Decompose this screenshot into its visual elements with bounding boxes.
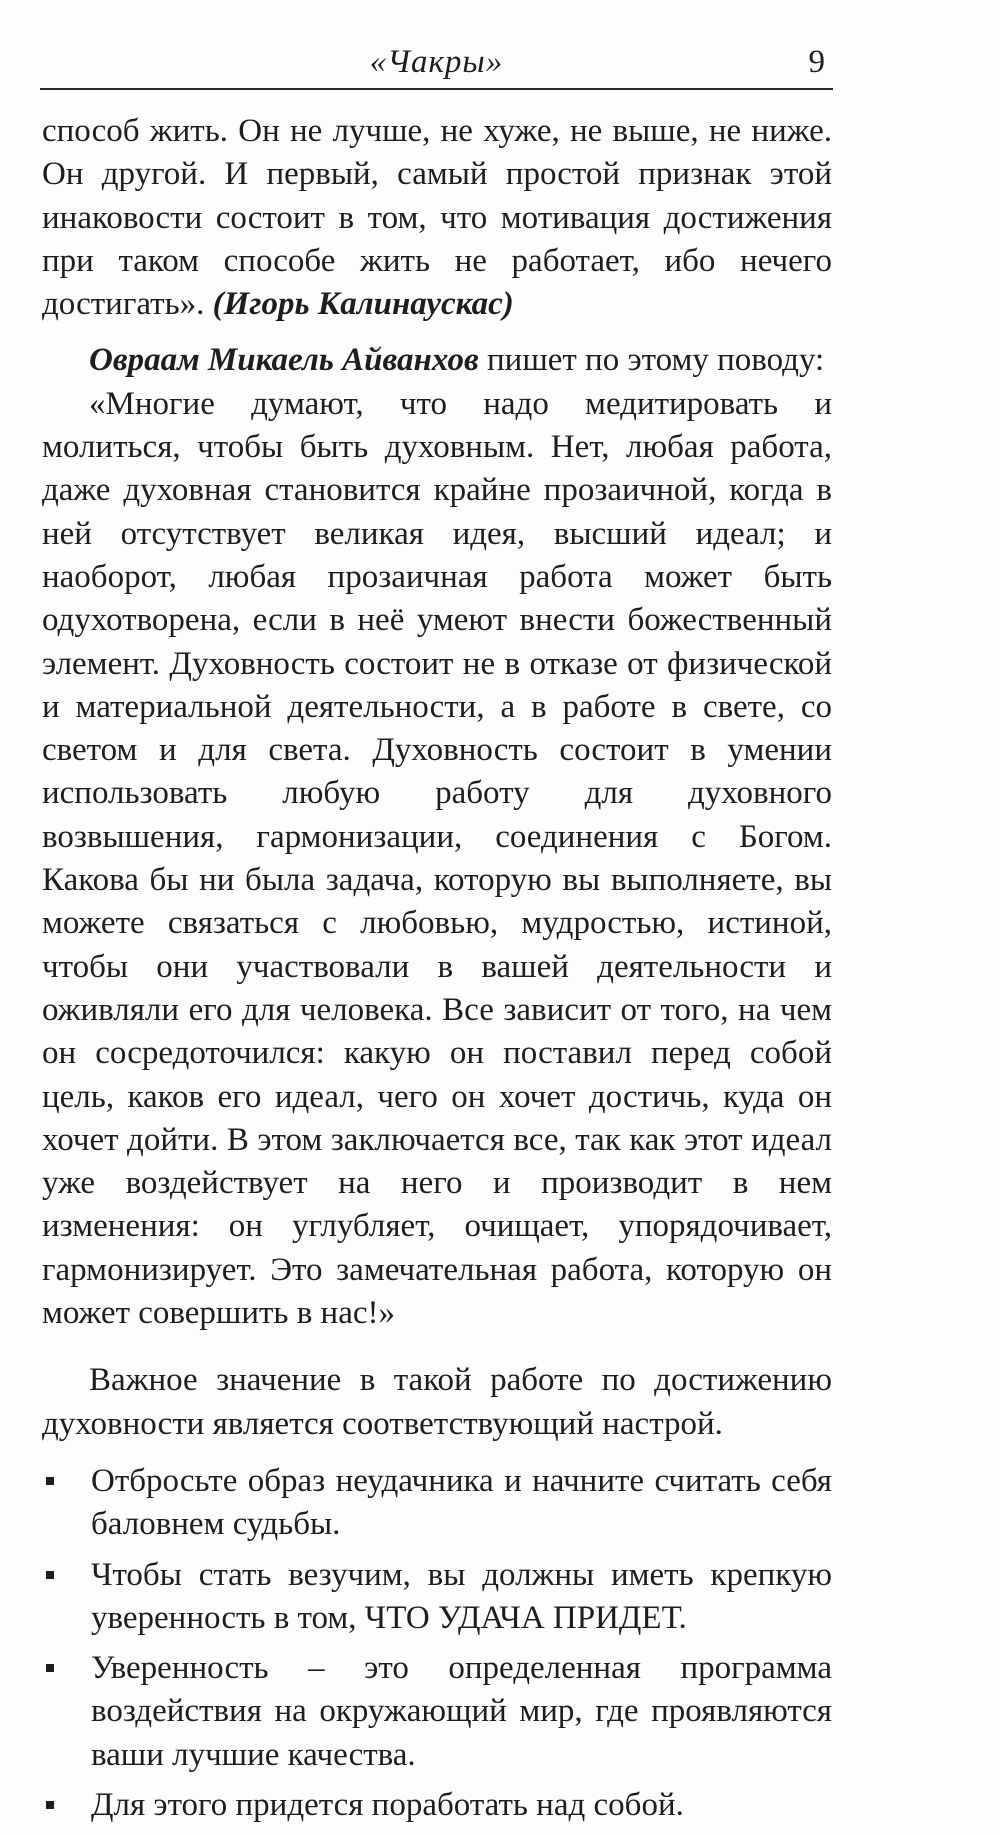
list-item-text: Чтобы стать везучим, вы должны иметь крепкую уверенность в том, ЧТО УДАЧА ПРИДЕТ. xyxy=(91,1556,832,1636)
quote-attribution: (Игорь Калинаускас) xyxy=(212,286,514,323)
list-item xyxy=(42,1460,832,1547)
quote-paragraph: «Многие думают, что надо медитировать и молиться, чтобы быть духовным. Нет, любая работа, даже духовная становится крайне прозаичной, когда в ней отсутствует великая идея, высший идеал; и наоборот, любая прозаичная работа может быть одухотворена, если в неё умеют внести божественный элемент. Духовность состоит не в отказе от физической и материальной деятельности, а в работе в свете, со светом и для света. Духовность состоит в умении использовать любую работу для духовного возвышения, гармонизации, соединения с Богом. Какова бы ни была задача, которую вы выполняете, вы можете связаться с любовью, мудростью, истиной, чтобы они участвовали в вашей деятельности и оживляли его для человека. Все зависит от того, на чем он сосредоточился: какую он поставил перед собой цель, каков его идеал, чего он хочет достичь, куда он хочет дойти. В этом заключается все, так как этот идеал уже воздействует на него и производит в нем изменения: он углубляет, очищает, упорядочивает, гармонизирует. Это замечательная работа, которую он может совершить в нас!» xyxy=(42,385,832,1332)
running-title: «Чакры» xyxy=(369,44,504,80)
list-item-text: Отбросьте образ неудачника и начните считать себя баловнем судьбы. xyxy=(91,1462,832,1543)
paragraph-2-text: пишет по этому поводу: xyxy=(478,342,825,379)
list-item xyxy=(42,1784,832,1827)
paragraph-1 xyxy=(42,110,832,326)
bullet-list xyxy=(42,1460,832,1827)
bullet-icon xyxy=(46,1801,54,1809)
bullet-icon xyxy=(46,1664,54,1672)
list-item-text: Для этого придется поработать над собой. xyxy=(91,1786,684,1823)
list-item xyxy=(42,1554,832,1641)
page-body xyxy=(42,110,832,1834)
paragraph-2 xyxy=(42,339,832,382)
author-name: Овраам Микаель Айванхов xyxy=(89,342,479,379)
running-header xyxy=(40,40,833,90)
bullet-icon xyxy=(46,1477,54,1485)
list-item-text: Уверенность – это определенная программа воздействия на окружающий мир, где проявляются ваши лучшие качества. xyxy=(91,1650,832,1773)
paragraph-4: Важное значение в такой работе по достижению духовности является соответствующий настрой. xyxy=(42,1362,832,1442)
paragraph-1-text: способ жить. Он не лучше, не хуже, не выше, не ниже. Он другой. И первый, самый простой признак этой инаковости состоит в том, что мотивация достижения при таком способе жить не работает, ибо нечего достигать». xyxy=(42,113,832,323)
list-item xyxy=(42,1647,832,1777)
bullet-icon xyxy=(46,1571,54,1579)
page-number: 9 xyxy=(808,44,825,80)
